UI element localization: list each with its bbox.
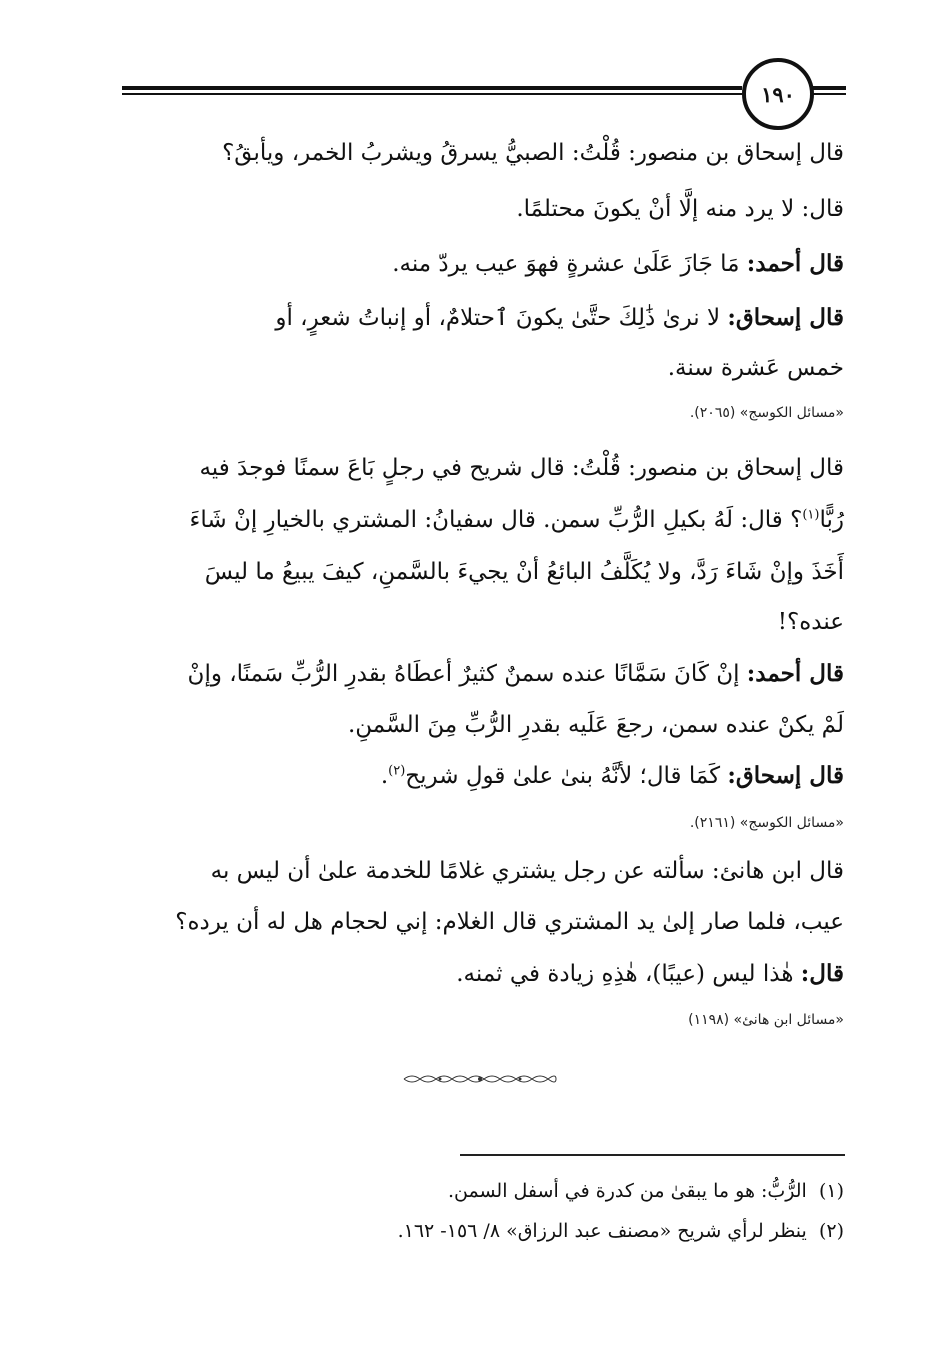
qal-statement — [456, 960, 844, 987]
punctuation: . — [380, 763, 389, 789]
speaker-label: قال إسحاق: — [727, 762, 844, 789]
ornament-divider — [400, 1072, 560, 1086]
paragraph-line: لَمْ يكنْ عنده سمن، رجعَ عَلَيه بقدرِ الرُّبِّ مِنَ السَّمنِ. — [347, 712, 844, 738]
statement-text: مَا جَازَ عَلَىٰ عشرةٍ فهوَ عيب يردّ منه. — [392, 251, 747, 277]
ahmad-statement — [392, 250, 844, 277]
footnote-number: (١) — [818, 1180, 844, 1202]
footnote-item — [448, 1180, 844, 1202]
source-citation: «مسائل الكوسج» (٢١٦١). — [689, 815, 844, 831]
statement-text: إنْ كَانَ سَمَّانًا عنده سمنٌ كثيرٌ أعطَاهُ بقدرِ الرُّبِّ سَمنًا، وإنْ — [187, 661, 747, 687]
speaker-label: قال: — [800, 960, 844, 987]
page-number-circle — [742, 58, 814, 130]
paragraph-line: قال ابن هانئ: سألته عن رجل يشتري غلامًا للخدمة علىٰ أن ليس به — [210, 858, 844, 884]
paragraph-line — [190, 507, 844, 533]
footnote-text: ينظر لرأي شريح «مصنف عبد الرزاق» ٨/ ١٥٦- ١٦٢. — [397, 1220, 807, 1242]
paragraph-line: قال: لا يرد منه إلَّا أنْ يكونَ محتلمًا. — [516, 196, 844, 222]
ahmad-statement — [188, 660, 844, 687]
speaker-label: قال إسحاق: — [727, 304, 844, 331]
page-number: ١٩٠ — [761, 81, 795, 107]
footnote-separator — [460, 1154, 845, 1156]
source-citation: «مسائل ابن هانئ» (١١٩٨) — [688, 1012, 844, 1028]
speaker-label: قال أحمد: — [746, 660, 844, 687]
paragraph-line: قال إسحاق بن منصور: قُلْتُ: الصبيُّ يسرقُ ويشربُ الخمر، ويأبقُ؟ — [222, 140, 844, 166]
ishaq-statement — [381, 762, 844, 789]
ornament-graphic — [400, 1072, 560, 1086]
paragraph-line: خمس عَشرة سنة. — [667, 355, 844, 381]
footnote-item — [398, 1220, 844, 1242]
speaker-label: قال أحمد: — [746, 250, 844, 277]
footnote-text: الرُّبُّ: هو ما يبقىٰ من كدرة في أسفل السمن. — [448, 1180, 807, 1202]
paragraph-line: عيب، فلما صار إلىٰ يد المشتري قال الغلام: إني لحجام هل له أن يرده؟ — [175, 909, 844, 935]
header-rule-thin-right — [812, 93, 846, 95]
header-rule-thin — [122, 93, 742, 95]
footnote-marker[interactable]: (١) — [802, 507, 820, 523]
statement-text: كَمَا قال؛ لأنَّهُ بنىٰ علىٰ قولِ شريح — [405, 763, 728, 789]
source-citation: «مسائل الكوسج» (٢٠٦٥). — [689, 405, 844, 421]
word: رُبًّا — [819, 507, 844, 533]
ishaq-statement — [275, 304, 844, 331]
paragraph-line: عنده؟! — [777, 609, 844, 635]
header-rule-thick — [122, 86, 742, 90]
footnote-number: (٢) — [818, 1220, 844, 1242]
statement-text: لا نرىٰ ذَٰلِكَ حتَّىٰ يكونَ ٱحتلامٌ، أو إنباتُ شعرٍ، أو — [275, 305, 728, 331]
line-text: ؟ قال: لَهُ بكيلِ الرُّبِّ سمن. قال سفيانُ: المشتري بالخيارِ إنْ شَاءَ — [189, 507, 803, 533]
paragraph-line: قال إسحاق بن منصور: قُلْتُ: قال شريح في رجلٍ بَاعَ سمنًا فوجدَ فيه — [199, 455, 844, 481]
footnote-marker[interactable]: (٢) — [388, 763, 406, 779]
paragraph-line: أَخَذَ وإنْ شَاءَ رَدَّ، ولا يُكَلَّفُ البائعُ أنْ يجيءَ بالسَّمنِ، كيفَ يبيعُ ما ليسَ — [204, 559, 844, 585]
header-rule-thick-right — [812, 86, 846, 90]
statement-text: هٰذا ليس (عيبًا)، هٰذِهِ زيادة في ثمنه. — [456, 961, 801, 987]
